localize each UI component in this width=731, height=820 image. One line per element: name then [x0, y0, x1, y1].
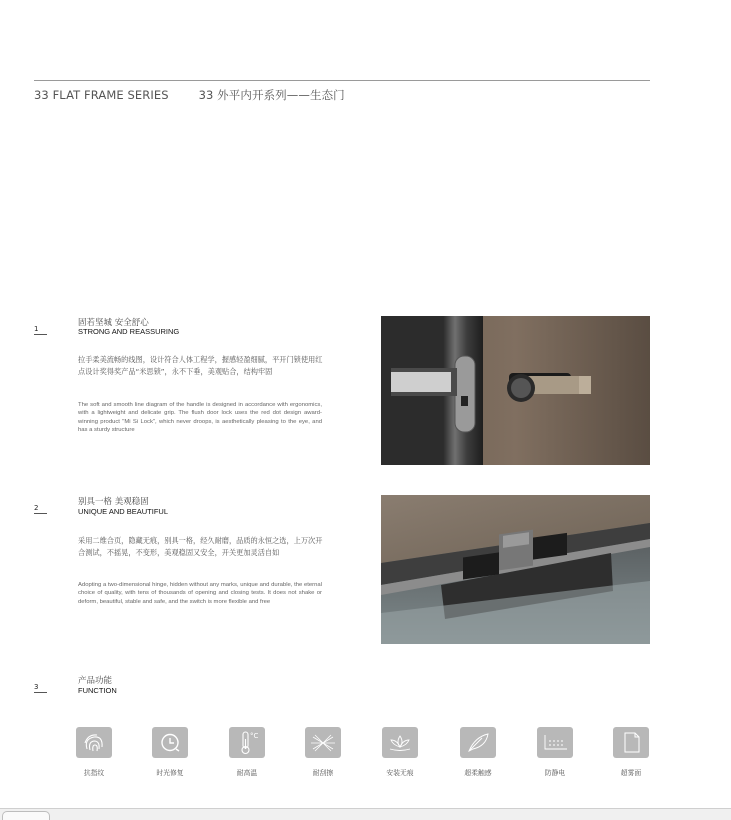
section-number: 2: [34, 505, 47, 514]
matte-surface-icon: [613, 727, 649, 758]
feature-label: 耐刮擦: [312, 769, 334, 777]
clock-repair-icon: [152, 727, 188, 758]
page-header: [34, 87, 345, 103]
fingerprint-icon: [76, 727, 112, 758]
section-title-cn: 固若坚城 安全舒心: [78, 318, 149, 328]
section-title-en: FUNCTION: [78, 686, 117, 695]
section-number: 3: [34, 684, 47, 693]
section-title-en: STRONG AND REASSURING: [78, 327, 180, 336]
section-body-cn: 拉手柔美流畅的线图，设计符合人体工程学，握感轻盈细腻，平开门锁使用红点设计奖得奖产品“米思锁”，永不下垂，美观贴合，结构牢固: [78, 355, 323, 376]
antistatic-icon: [537, 727, 573, 758]
feature-label: 时光修复: [156, 769, 184, 777]
door-handle-photo: [381, 316, 650, 465]
section-body-cn: 采用二维合页，隐藏无痕，别具一格，经久耐磨，品质的永恒之选，上万次开合测试，不摇晃，不变形，美观稳固又安全，开关更加灵活自如: [78, 536, 323, 557]
feature-label: 防静电: [544, 769, 566, 777]
section-body-en: The soft and smooth line diagram of the handle is designed in accordance with ergonomics, with a lightweight and delicate grip. The flush door lock uses the red dot design award-winning product "Mi Si Lock", which never droops, is aesthetically pleasing to the eye, and has a sturdy structure: [78, 402, 322, 433]
bottom-scrollbar[interactable]: [0, 808, 731, 820]
feature-label: 抗指纹: [83, 769, 105, 777]
header-divider: [34, 80, 650, 81]
svg-text:°C: °C: [250, 732, 259, 740]
hinge-photo: [381, 495, 650, 644]
section-title-cn: 别具一格 美观稳固: [78, 497, 149, 507]
feather-icon: [460, 727, 496, 758]
thermometer-icon: [229, 727, 265, 758]
series-title-en: 33 FLAT FRAME SERIES: [34, 88, 169, 102]
feature-label: 耐高温: [236, 769, 258, 777]
feature-label: 超雾面: [620, 769, 642, 777]
scratch-icon: [305, 727, 341, 758]
section-title-cn: 产品功能: [78, 676, 113, 686]
lotus-icon: [382, 727, 418, 758]
feature-label: 安装无痕: [386, 769, 414, 777]
section-title-en: UNIQUE AND BEAUTIFUL: [78, 507, 169, 516]
series-title-cn: 33 外平内开系列——生态门: [198, 88, 345, 102]
feature-label: 超柔触感: [464, 769, 492, 777]
section-number: 1: [34, 326, 47, 335]
section-body-en: Adopting a two-dimensional hinge, hidden without any marks, unique and durable, the eternal choice of quality, with tens of thousands of opening and closing tests. It does not shake or deform, beautiful, stable and safe, and the switch is more flexible and free: [78, 582, 322, 605]
